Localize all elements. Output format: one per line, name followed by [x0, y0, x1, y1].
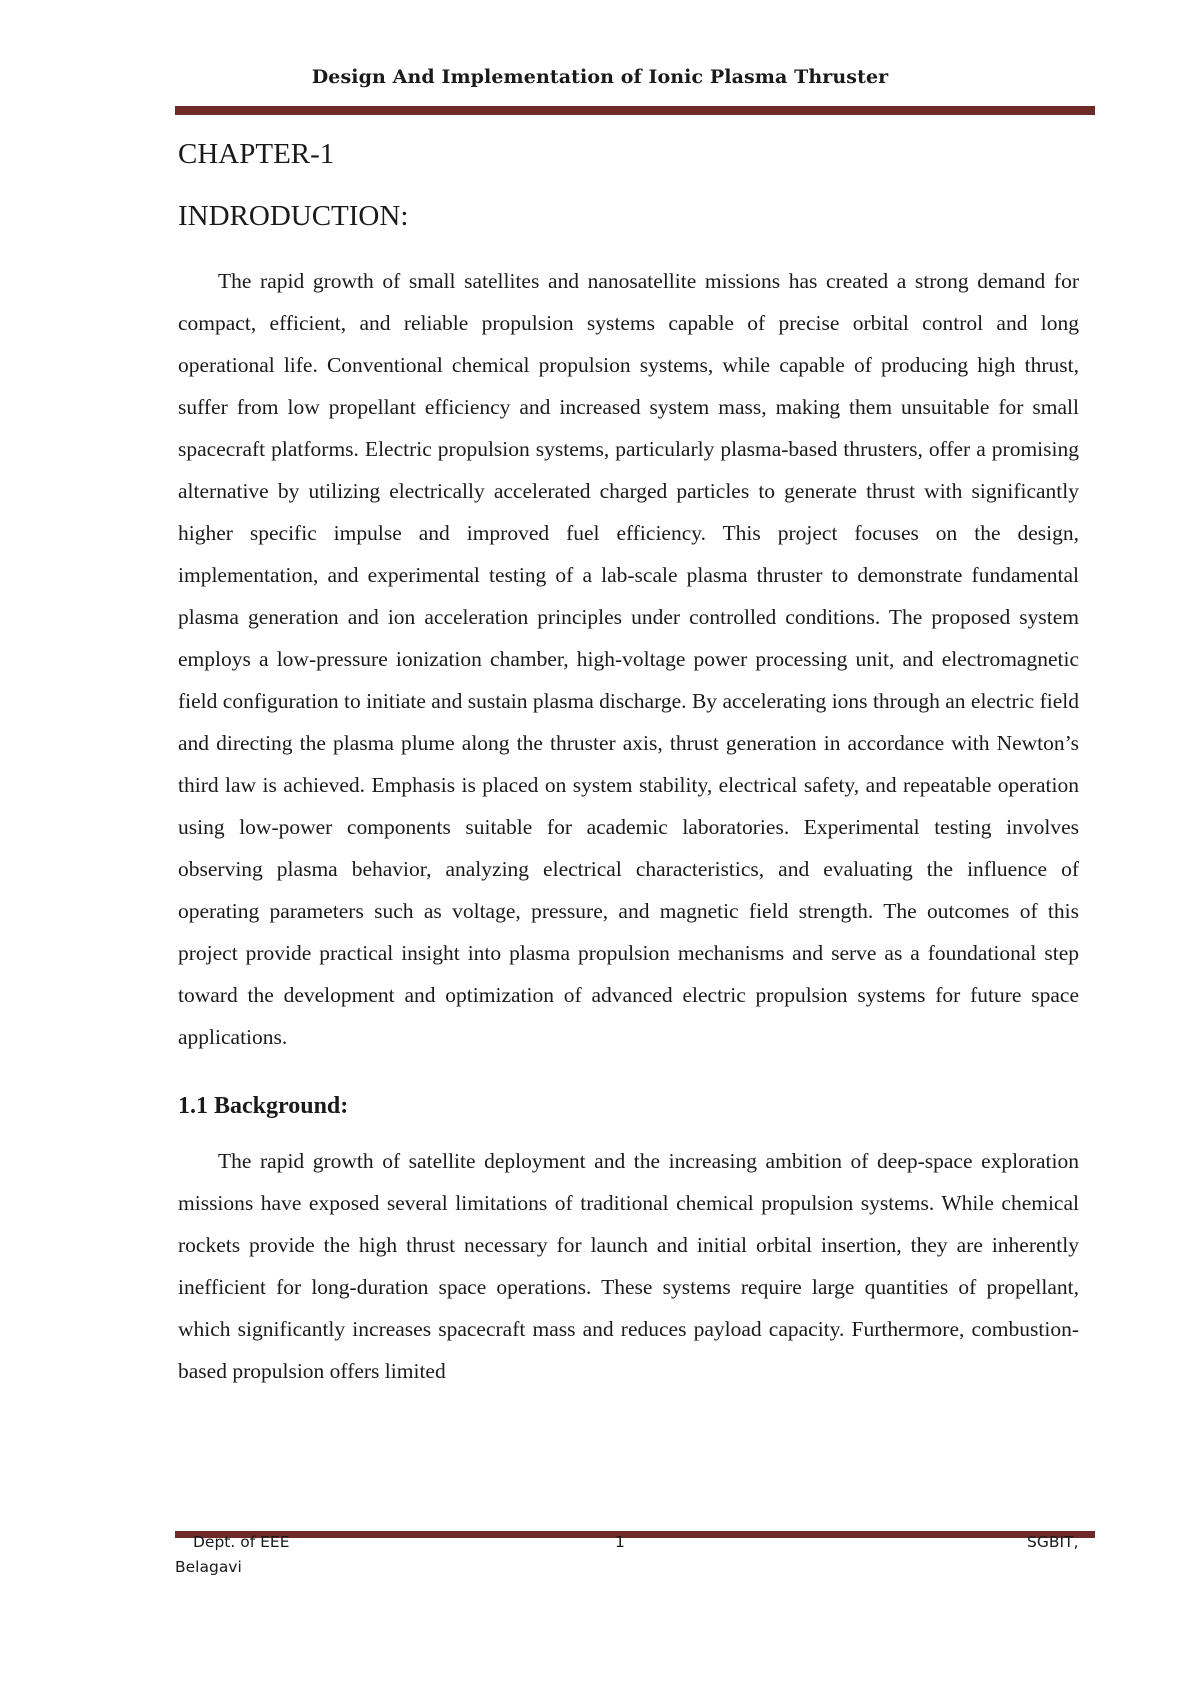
- chapter-label: CHAPTER-1: [178, 138, 335, 170]
- page-content: [178, 132, 1079, 1392]
- header-rule: [175, 106, 1095, 115]
- footer-institution: SGBIT,: [1027, 1533, 1079, 1551]
- intro-paragraph: The rapid growth of small satellites and nanosatellite missions has created a strong demand for compact, efficient, and reliable propulsion systems capable of precise orbital control and long operational life. Conventional chemical propulsion systems, while capable of producing high thrust, suffer from low propellant efficiency and increased system mass, making them unsuitable for small spacecraft platforms. Electric propulsion systems, particularly plasma-based thrusters, offer a promising alternative by utilizing electrically accelerated charged particles to generate thrust with significantly higher specific impulse and improved fuel efficiency. This project focuses on the design, implementation, and experimental testing of a lab-scale plasma thruster to demonstrate fundamental plasma generation and ion acceleration principles under controlled conditions. The proposed system employs a low-pressure ionization chamber, high-voltage power processing unit, and electromagnetic field configuration to initiate and sustain plasma discharge. By accelerating ions through an electric field and directing the plasma plume along the thruster axis, thrust generation in accordance with Newton’s third law is achieved. Emphasis is placed on system stability, electrical safety, and repeatable operation using low-power components suitable for academic laboratories. Experimental testing involves observing plasma behavior, analyzing electrical characteristics, and evaluating the influence of operating parameters such as voltage, pressure, and magnetic field strength. The outcomes of this project provide practical insight into plasma propulsion mechanisms and serve as a foundational step toward the development and optimization of advanced electric propulsion systems for future space applications.: [178, 269, 1079, 1049]
- chapter-title: INDRODUCTION:: [178, 200, 409, 232]
- footer-institution-location: Belagavi: [175, 1558, 242, 1576]
- footer-department: Dept. of EEE: [193, 1533, 290, 1551]
- footer-rule: [175, 1531, 1095, 1538]
- running-header: Design And Implementation of Ionic Plasma Thruster: [311, 66, 889, 88]
- background-paragraph: The rapid growth of satellite deployment and the increasing ambition of deep-space exploration missions have exposed several limitations of traditional chemical propulsion systems. While chemical rockets provide the high thrust necessary for launch and initial orbital insertion, they are inherently inefficient for long-duration space operations. These systems require large quantities of propellant, which significantly increases spacecraft mass and reduces payload capacity. Furthermore, combustion-based propulsion offers limited: [178, 1149, 1079, 1383]
- section-heading-background: 1.1 Background:: [178, 1093, 349, 1119]
- footer-page-number: 1: [615, 1533, 625, 1551]
